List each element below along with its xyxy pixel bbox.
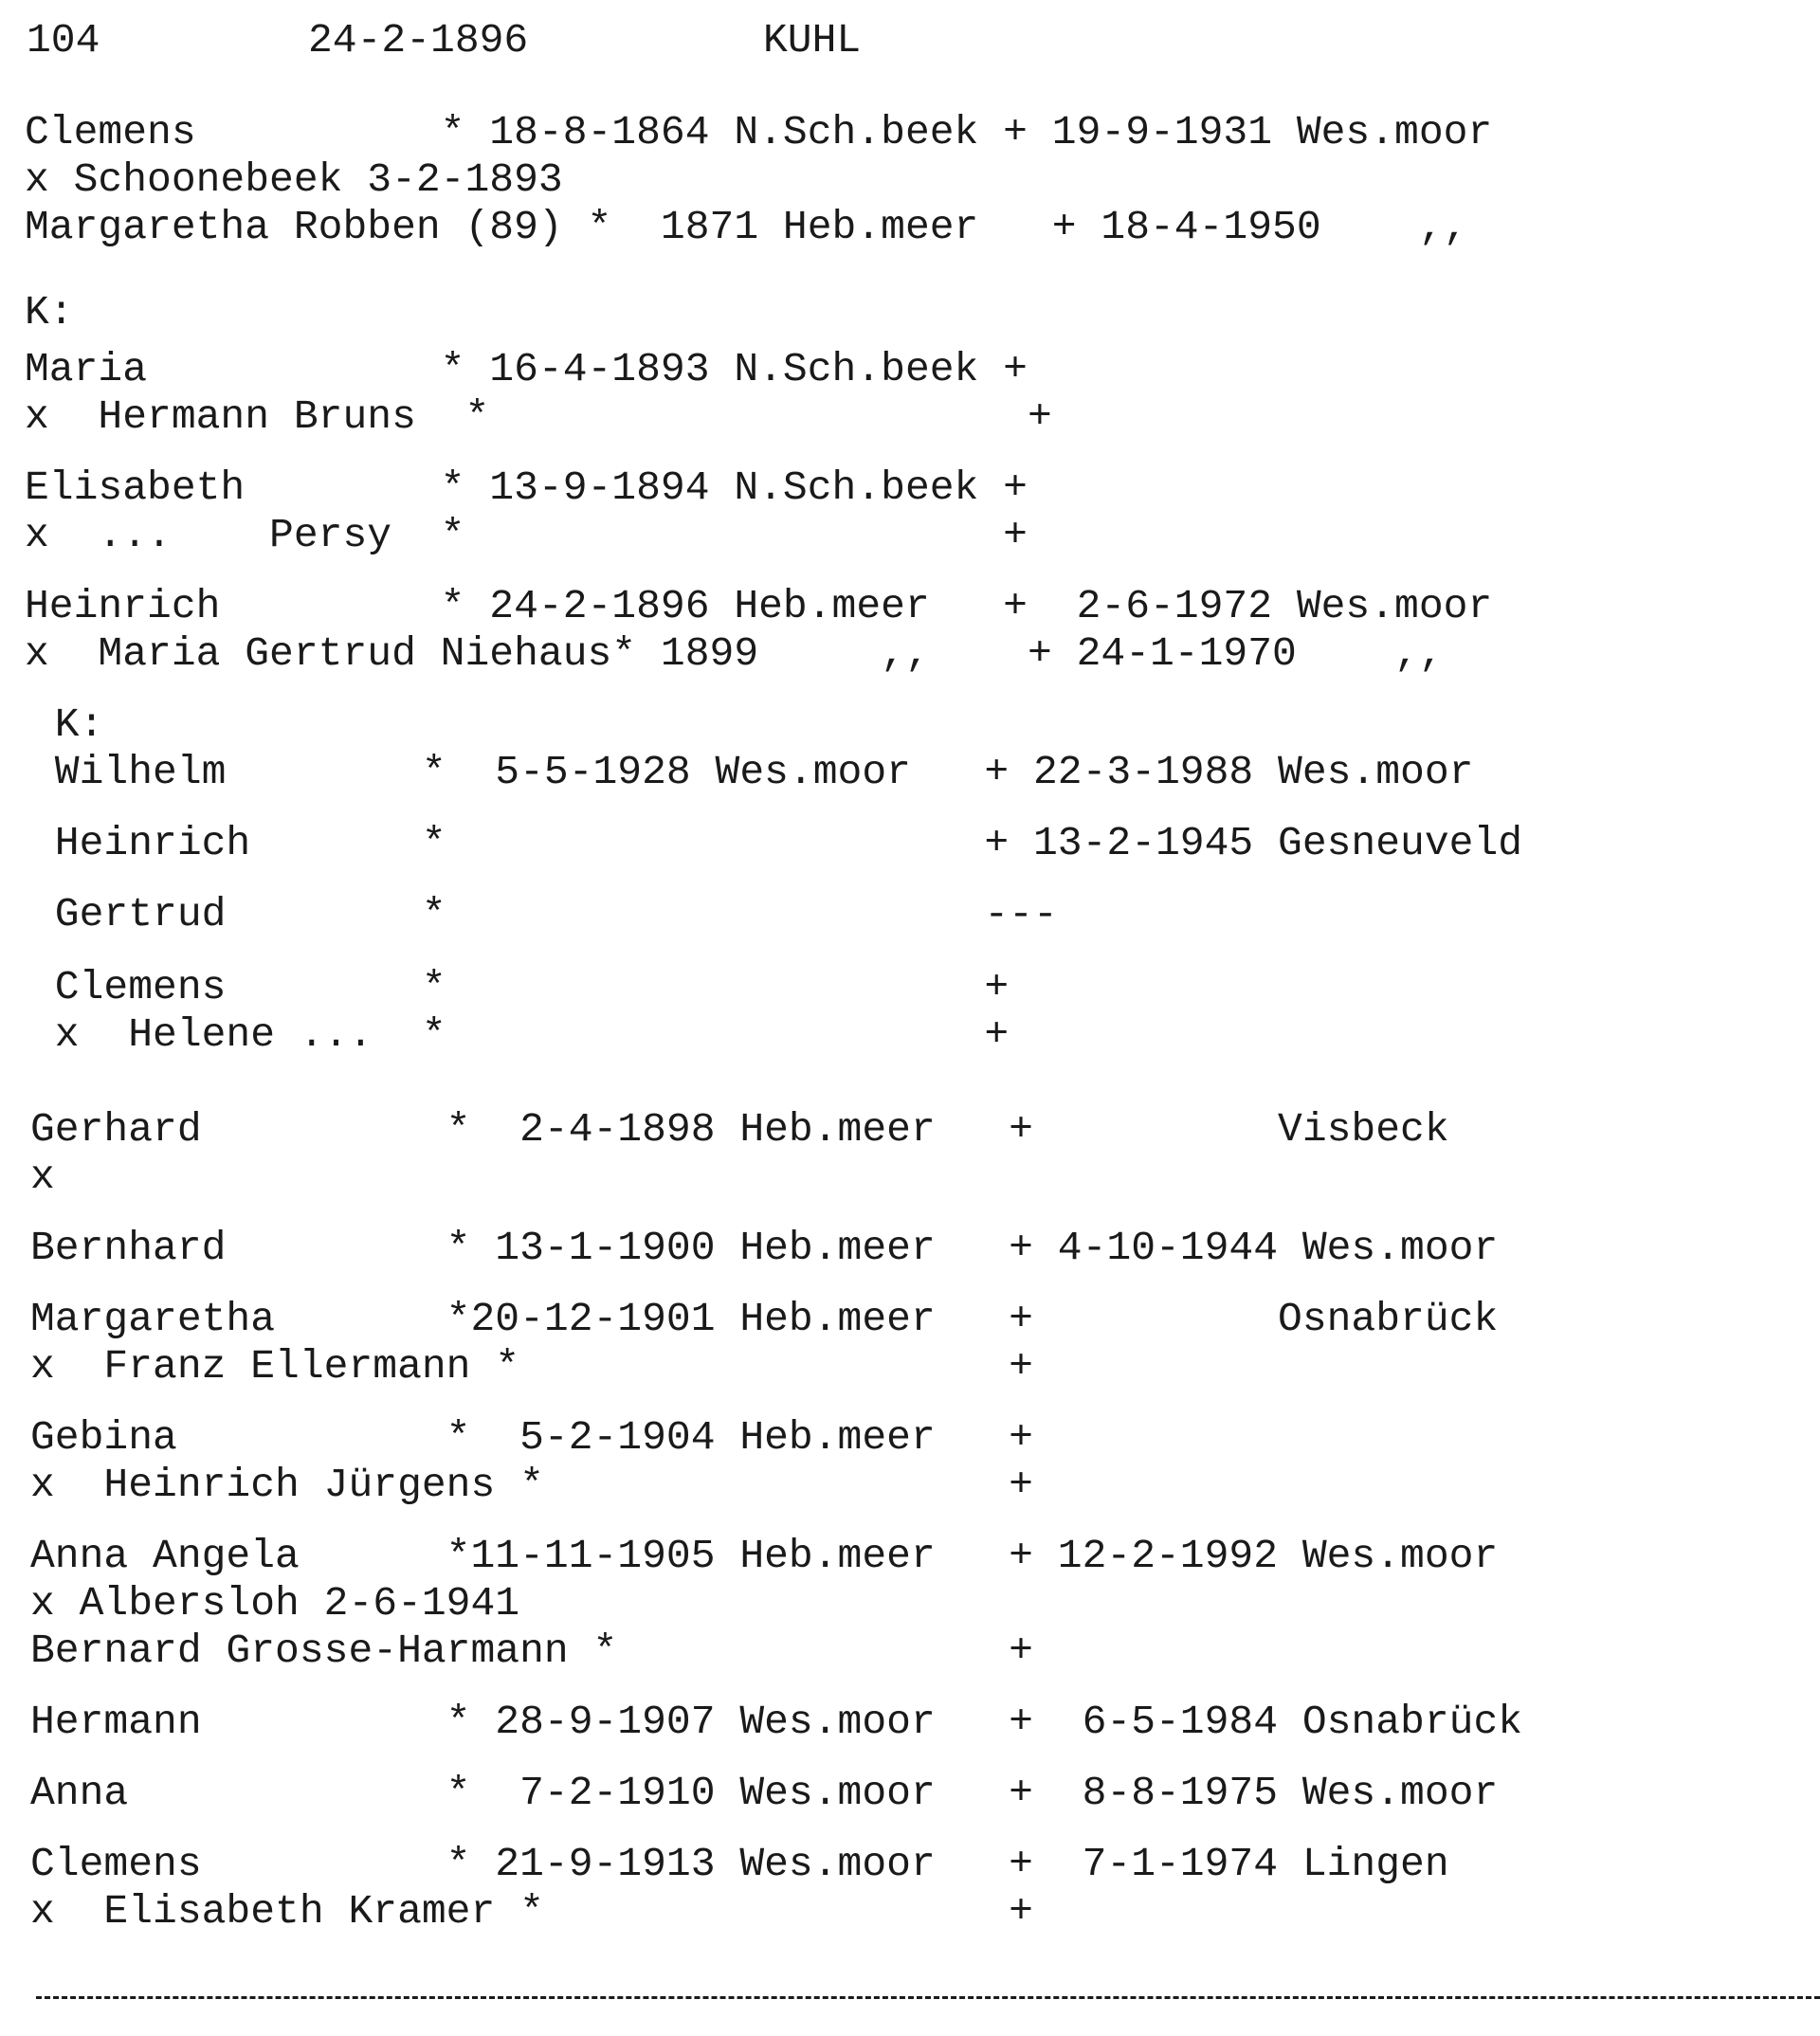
entry-line-anna-angela-spouse: Bernard Grosse-Harmann * +	[30, 1627, 1033, 1674]
entry-line-clemens-jr-spouse: x Helene ... * +	[30, 1011, 1010, 1058]
entry-line-elisabeth: Elisabeth * 13-9-1894 N.Sch.beek +	[25, 464, 1028, 511]
entry-line-gebina: Gebina * 5-2-1904 Heb.meer +	[30, 1414, 1033, 1461]
entry-line-gebina-spouse: x Heinrich Jürgens * +	[30, 1462, 1033, 1508]
entry-line-hermann: Hermann * 28-9-1907 Wes.moor + 6-5-1984 Osnabrück	[30, 1699, 1523, 1745]
entry-line-maria-spouse: x Hermann Bruns * +	[25, 393, 1052, 440]
entry-line-anna-angela: Anna Angela *11-11-1905 Heb.meer + 12-2-1992 Wes.moor	[30, 1533, 1499, 1579]
entry-line-marriage-place: x Schoonebeek 3-2-1893	[25, 156, 563, 203]
entry-line-anna-angela-marriage: x Albersloh 2-6-1941	[30, 1580, 520, 1627]
entry-line-gertrud: Gertrud * ---	[30, 891, 1058, 937]
family-surname: KUHL	[763, 17, 862, 64]
entry-line-wilhelm: Wilhelm * 5-5-1928 Wes.moor + 22-3-1988 Wes.moor	[30, 749, 1474, 795]
entry-line-clemens: Clemens * 18-8-1864 N.Sch.beek + 19-9-1931 Wes.moor	[25, 109, 1493, 155]
entry-line-margaretha-spouse: x Franz Ellermann * +	[30, 1343, 1033, 1390]
entry-line-children-label: K:	[25, 289, 74, 336]
entry-line-clemens-1913-spouse: x Elisabeth Kramer * +	[30, 1888, 1033, 1935]
entry-line-bernhard: Bernhard * 13-1-1900 Heb.meer + 4-10-1944 Wes.moor	[30, 1225, 1499, 1271]
entry-line-heinrich-jr: Heinrich * + 13-2-1945 Gesneuveld	[30, 820, 1523, 866]
dashed-separator	[36, 1996, 1820, 1999]
entry-line-grandchildren-label: K:	[30, 701, 104, 748]
page-number: 104	[27, 17, 100, 64]
entry-line-gerhard-spouse: x	[30, 1154, 55, 1200]
entry-line-gerhard: Gerhard * 2-4-1898 Heb.meer + Visbeck	[30, 1106, 1449, 1153]
header-date: 24-2-1896	[308, 17, 529, 64]
entry-line-maria: Maria * 16-4-1893 N.Sch.beek +	[25, 346, 1028, 392]
entry-line-margaretha: Margaretha *20-12-1901 Heb.meer + Osnabrück	[30, 1296, 1499, 1342]
entry-line-margaretha-robben: Margaretha Robben (89) * 1871 Heb.meer + 18-4-1950 ,,	[25, 204, 1468, 250]
entry-line-clemens-1913: Clemens * 21-9-1913 Wes.moor + 7-1-1974 Lingen	[30, 1841, 1449, 1887]
entry-line-elisabeth-spouse: x ... Persy * +	[25, 512, 1028, 558]
entry-line-heinrich-spouse: x Maria Gertrud Niehaus* 1899 ,, + 24-1-1970 ,,	[25, 630, 1444, 677]
entry-line-clemens-jr: Clemens * +	[30, 964, 1010, 1010]
entry-line-anna: Anna * 7-2-1910 Wes.moor + 8-8-1975 Wes.moor	[30, 1770, 1499, 1816]
entry-line-heinrich: Heinrich * 24-2-1896 Heb.meer + 2-6-1972 Wes.moor	[25, 583, 1493, 629]
